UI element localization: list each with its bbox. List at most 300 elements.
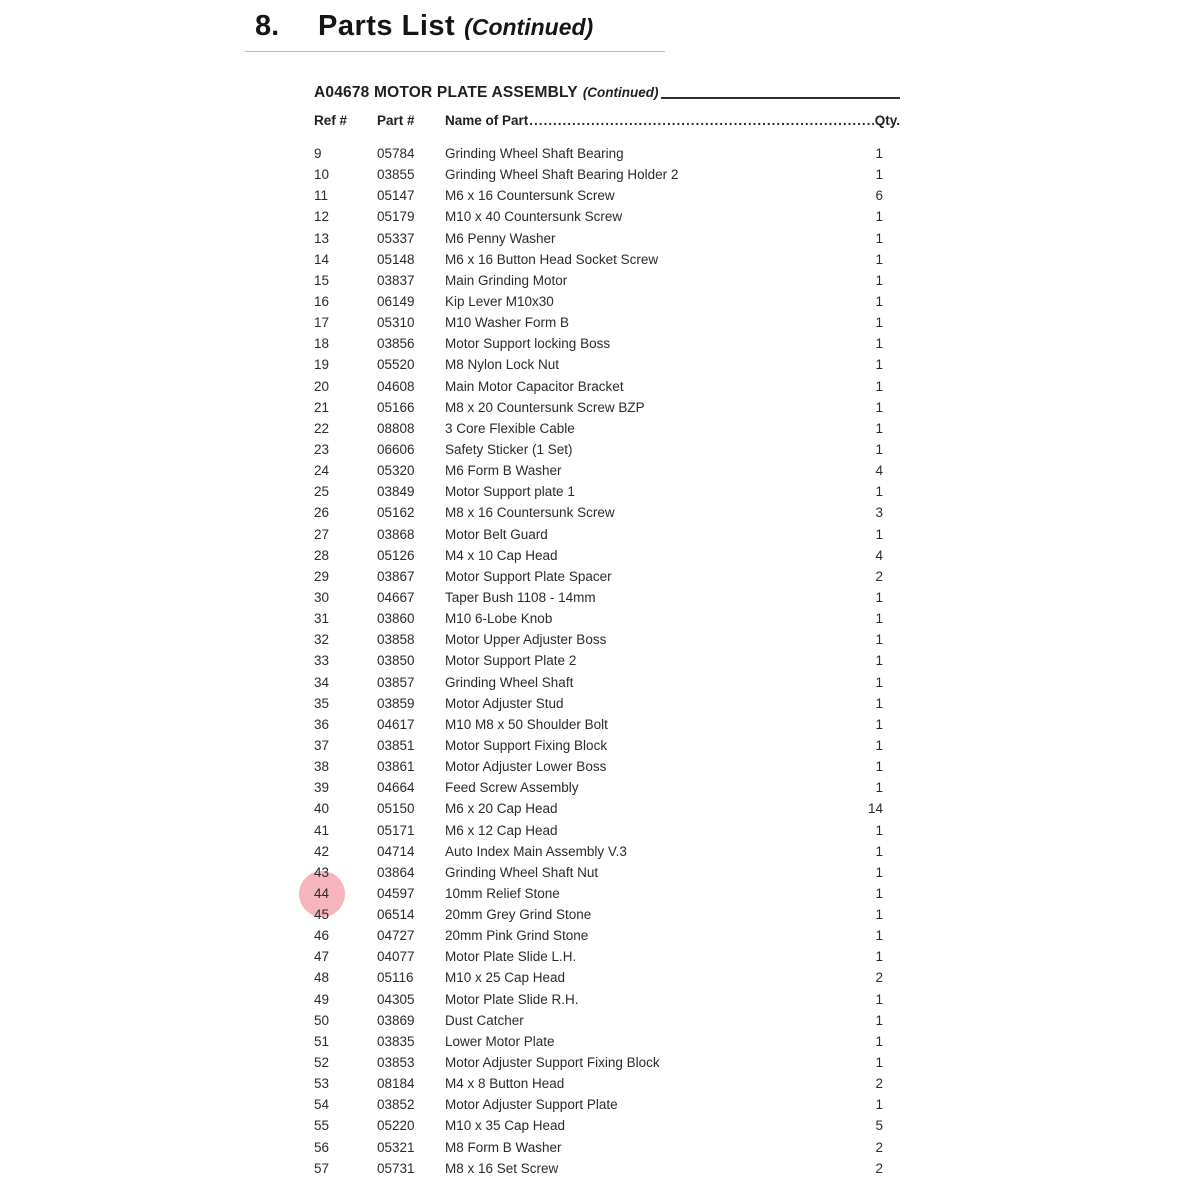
ref-value: 19 xyxy=(314,357,330,373)
qty-cell: 1 xyxy=(875,949,883,965)
ref-cell xyxy=(314,820,377,841)
part-name-cell: Kip Lever M10x30 xyxy=(445,293,554,309)
assembly-heading xyxy=(314,84,900,102)
ref-value: 26 xyxy=(314,505,330,521)
qty-cell: 1 xyxy=(875,991,883,1007)
part-name-cell: M8 x 16 Countersunk Screw xyxy=(445,505,615,521)
part-name-cell: M10 x 25 Cap Head xyxy=(445,970,566,986)
part-number-cell: 03851 xyxy=(377,737,415,753)
ref-cell xyxy=(314,397,377,418)
part-number-cell: 05147 xyxy=(377,188,415,204)
table-row xyxy=(314,820,900,841)
ref-cell xyxy=(314,418,377,439)
part-name-cell: Main Grinding Motor xyxy=(445,272,568,288)
ref-cell xyxy=(314,481,377,502)
table-row xyxy=(314,777,900,798)
part-number-cell: 03858 xyxy=(377,632,415,648)
ref-cell xyxy=(314,862,377,883)
part-name-cell: M6 x 16 Button Head Socket Screw xyxy=(445,251,659,267)
part-name-cell: M8 Form B Washer xyxy=(445,1139,562,1155)
table-row xyxy=(314,502,900,523)
ref-value: 29 xyxy=(314,568,330,584)
ref-value: 40 xyxy=(314,801,330,817)
part-number-cell: 06606 xyxy=(377,441,415,457)
assembly-heading-text: A04678 MOTOR PLATE ASSEMBLY xyxy=(314,84,578,101)
ref-cell xyxy=(314,270,377,291)
page-title xyxy=(245,8,665,52)
part-name-cell: M8 x 20 Countersunk Screw BZP xyxy=(445,399,645,415)
part-number-cell: 03852 xyxy=(377,1097,415,1113)
table-row xyxy=(314,989,900,1010)
part-number-cell: 05220 xyxy=(377,1118,415,1134)
part-number-cell: 08184 xyxy=(377,1076,415,1092)
part-number-cell: 05126 xyxy=(377,547,415,563)
qty-cell: 1 xyxy=(875,441,883,457)
table-row xyxy=(314,650,900,671)
ref-cell xyxy=(314,566,377,587)
section-number: 8. xyxy=(255,10,280,42)
part-number-cell: 04077 xyxy=(377,949,415,965)
part-number-cell: 04664 xyxy=(377,780,415,796)
table-row xyxy=(314,1094,900,1115)
table-row xyxy=(314,629,900,650)
part-name-cell: Motor Adjuster Support Fixing Block xyxy=(445,1055,660,1071)
ref-value: 46 xyxy=(314,928,330,944)
ref-cell xyxy=(314,967,377,988)
table-row xyxy=(314,566,900,587)
part-number-cell: 03867 xyxy=(377,568,415,584)
ref-value: 36 xyxy=(314,716,330,732)
qty-cell: 3 xyxy=(875,505,883,521)
ref-value: 55 xyxy=(314,1118,330,1134)
heading-underline xyxy=(661,97,900,99)
table-row xyxy=(314,946,900,967)
qty-cell: 1 xyxy=(875,653,883,669)
part-name-cell: Auto Index Main Assembly V.3 xyxy=(445,843,627,859)
part-number-cell: 03856 xyxy=(377,336,415,352)
ref-value: 12 xyxy=(314,209,330,225)
ref-value: 33 xyxy=(314,653,330,669)
ref-value: 30 xyxy=(314,589,330,605)
table-row xyxy=(314,1158,900,1179)
ref-value: 20 xyxy=(314,378,330,394)
ref-value: 44 xyxy=(314,885,330,901)
table-row xyxy=(314,376,900,397)
ref-value: 23 xyxy=(314,441,330,457)
part-name-cell: Taper Bush 1108 - 14mm xyxy=(445,589,596,605)
ref-value: 25 xyxy=(314,484,330,500)
ref-cell xyxy=(314,1094,377,1115)
qty-cell: 1 xyxy=(875,822,883,838)
ref-value: 35 xyxy=(314,695,330,711)
part-name-cell: 10mm Relief Stone xyxy=(445,885,560,901)
part-name-cell: Dust Catcher xyxy=(445,1012,524,1028)
table-row xyxy=(314,524,900,545)
ref-value: 56 xyxy=(314,1139,330,1155)
table-row xyxy=(314,249,900,270)
qty-cell: 1 xyxy=(875,315,883,331)
qty-cell: 1 xyxy=(875,420,883,436)
part-name-cell: Motor Support locking Boss xyxy=(445,336,611,352)
ref-value: 13 xyxy=(314,230,330,246)
qty-cell: 1 xyxy=(875,357,883,373)
part-name-cell: 3 Core Flexible Cable xyxy=(445,420,575,436)
part-number-cell: 05166 xyxy=(377,399,415,415)
ref-value: 21 xyxy=(314,399,330,415)
part-number-cell: 08808 xyxy=(377,420,415,436)
qty-cell: 1 xyxy=(875,272,883,288)
ref-cell xyxy=(314,524,377,545)
part-name-cell: M10 Washer Form B xyxy=(445,315,570,331)
qty-cell: 1 xyxy=(875,928,883,944)
part-name-cell: M6 x 20 Cap Head xyxy=(445,801,558,817)
ref-value: 53 xyxy=(314,1076,330,1092)
ref-cell xyxy=(314,354,377,375)
part-number-cell: 05320 xyxy=(377,463,415,479)
table-row xyxy=(314,164,900,185)
ref-cell xyxy=(314,841,377,862)
qty-cell: 1 xyxy=(875,484,883,500)
table-row xyxy=(314,925,900,946)
part-name-cell: M10 x 40 Countersunk Screw xyxy=(445,209,623,225)
qty-cell: 1 xyxy=(875,167,883,183)
qty-cell: 1 xyxy=(875,716,883,732)
qty-cell: 1 xyxy=(875,209,883,225)
part-name-cell: M4 x 10 Cap Head xyxy=(445,547,558,563)
qty-cell: 1 xyxy=(875,695,883,711)
qty-cell: 1 xyxy=(875,780,883,796)
ref-value: 39 xyxy=(314,780,330,796)
qty-cell: 2 xyxy=(875,1076,883,1092)
qty-cell: 1 xyxy=(875,251,883,267)
part-number-cell: 05337 xyxy=(377,230,415,246)
part-number-cell: 04727 xyxy=(377,928,415,944)
qty-cell: 1 xyxy=(875,737,883,753)
part-number-cell: 03869 xyxy=(377,1012,415,1028)
qty-cell: 1 xyxy=(875,885,883,901)
part-number-cell: 03861 xyxy=(377,759,415,775)
parts-table xyxy=(314,143,900,1179)
qty-cell: 1 xyxy=(875,526,883,542)
ref-value: 38 xyxy=(314,759,330,775)
ref-value: 52 xyxy=(314,1055,330,1071)
part-number-cell: 05162 xyxy=(377,505,415,521)
part-name-cell: M10 M8 x 50 Shoulder Bolt xyxy=(445,716,608,732)
table-row xyxy=(314,841,900,862)
column-header-row xyxy=(314,113,900,128)
ref-value: 42 xyxy=(314,843,330,859)
ref-value: 10 xyxy=(314,167,330,183)
ref-value: 48 xyxy=(314,970,330,986)
part-number-cell: 03853 xyxy=(377,1055,415,1071)
part-number-cell: 05310 xyxy=(377,315,415,331)
ref-value: 27 xyxy=(314,526,330,542)
ref-cell xyxy=(314,333,377,354)
ref-cell xyxy=(314,714,377,735)
ref-value: 34 xyxy=(314,674,330,690)
part-name-cell: 20mm Pink Grind Stone xyxy=(445,928,589,944)
ref-cell xyxy=(314,460,377,481)
part-name-cell: M10 x 35 Cap Head xyxy=(445,1118,566,1134)
ref-cell xyxy=(314,735,377,756)
part-name-cell: Motor Plate Slide L.H. xyxy=(445,949,577,965)
part-name-cell: Grinding Wheel Shaft Bearing Holder 2 xyxy=(445,167,679,183)
ref-cell xyxy=(314,925,377,946)
ref-cell xyxy=(314,312,377,333)
part-name-cell: Main Motor Capacitor Bracket xyxy=(445,378,624,394)
table-row xyxy=(314,756,900,777)
ref-value: 50 xyxy=(314,1012,330,1028)
ref-cell xyxy=(314,185,377,206)
page-title-continued: (Continued) xyxy=(464,14,594,40)
qty-cell: 2 xyxy=(875,568,883,584)
table-row xyxy=(314,862,900,883)
ref-cell xyxy=(314,756,377,777)
part-name-cell: Grinding Wheel Shaft xyxy=(445,674,574,690)
part-number-cell: 03850 xyxy=(377,653,415,669)
part-number-cell: 03835 xyxy=(377,1033,415,1049)
part-name-cell: M6 x 12 Cap Head xyxy=(445,822,558,838)
ref-cell xyxy=(314,1137,377,1158)
table-row xyxy=(314,1137,900,1158)
ref-cell xyxy=(314,1073,377,1094)
table-row xyxy=(314,672,900,693)
ref-value: 57 xyxy=(314,1160,330,1176)
ref-cell xyxy=(314,249,377,270)
qty-cell: 14 xyxy=(867,801,883,817)
part-name-cell: Motor Support Fixing Block xyxy=(445,737,608,753)
ref-value: 16 xyxy=(314,293,330,309)
table-row xyxy=(314,439,900,460)
ref-value: 54 xyxy=(314,1097,330,1113)
qty-cell: 1 xyxy=(875,230,883,246)
table-row xyxy=(314,714,900,735)
part-number-cell: 05784 xyxy=(377,146,415,161)
table-row xyxy=(314,587,900,608)
ref-value: 11 xyxy=(314,188,329,204)
qty-cell: 1 xyxy=(875,1033,883,1049)
ref-value: 28 xyxy=(314,547,330,563)
ref-value: 18 xyxy=(314,336,330,352)
ref-cell xyxy=(314,291,377,312)
part-name-cell: Lower Motor Plate xyxy=(445,1033,555,1049)
table-row xyxy=(314,228,900,249)
part-number-cell: 04617 xyxy=(377,716,415,732)
ref-cell xyxy=(314,1031,377,1052)
part-number-cell: 05116 xyxy=(377,970,414,986)
ref-cell xyxy=(314,164,377,185)
ref-value: 41 xyxy=(314,822,330,838)
part-name-cell: Motor Adjuster Lower Boss xyxy=(445,759,607,775)
table-row xyxy=(314,693,900,714)
table-row xyxy=(314,1052,900,1073)
table-row xyxy=(314,312,900,333)
ref-value: 51 xyxy=(314,1033,330,1049)
qty-cell: 6 xyxy=(875,188,883,204)
qty-cell: 1 xyxy=(875,399,883,415)
table-row xyxy=(314,735,900,756)
ref-cell xyxy=(314,946,377,967)
ref-value: 24 xyxy=(314,463,330,479)
table-row xyxy=(314,397,900,418)
ref-cell xyxy=(314,206,377,227)
qty-cell: 1 xyxy=(875,146,883,161)
column-part: Part # xyxy=(377,113,415,128)
ref-value: 49 xyxy=(314,991,330,1007)
qty-cell: 2 xyxy=(875,1160,883,1176)
ref-cell xyxy=(314,1158,377,1179)
part-name-cell: M6 Penny Washer xyxy=(445,230,556,246)
ref-cell xyxy=(314,777,377,798)
part-name-cell: Motor Support plate 1 xyxy=(445,484,575,500)
part-number-cell: 03860 xyxy=(377,611,415,627)
table-row xyxy=(314,418,900,439)
qty-cell: 1 xyxy=(875,1097,883,1113)
part-name-cell: 20mm Grey Grind Stone xyxy=(445,907,592,923)
ref-value: 15 xyxy=(314,272,330,288)
ref-cell xyxy=(314,1052,377,1073)
part-number-cell: 05179 xyxy=(377,209,415,225)
column-name: Name of Part xyxy=(445,113,529,128)
qty-cell: 4 xyxy=(875,463,883,479)
assembly-heading-continued: (Continued) xyxy=(582,85,659,100)
part-name-cell: Grinding Wheel Shaft Bearing xyxy=(445,146,624,161)
part-name-cell: M8 x 16 Set Screw xyxy=(445,1160,559,1176)
qty-cell: 1 xyxy=(875,611,883,627)
qty-cell: 2 xyxy=(875,1139,883,1155)
qty-cell: 4 xyxy=(875,547,883,563)
part-name-cell: M6 x 16 Countersunk Screw xyxy=(445,188,615,204)
table-row xyxy=(314,481,900,502)
qty-cell: 1 xyxy=(875,864,883,880)
table-row xyxy=(314,545,900,566)
qty-cell: 2 xyxy=(875,970,883,986)
table-row xyxy=(314,904,900,925)
ref-value: 9 xyxy=(314,146,322,161)
part-name-cell: M8 Nylon Lock Nut xyxy=(445,357,560,373)
ref-cell xyxy=(314,650,377,671)
qty-cell: 1 xyxy=(875,674,883,690)
qty-cell: 1 xyxy=(875,1055,883,1071)
table-row xyxy=(314,333,900,354)
ref-value: 47 xyxy=(314,949,330,965)
part-name-cell: Motor Adjuster Support Plate xyxy=(445,1097,618,1113)
part-number-cell: 03857 xyxy=(377,674,415,690)
table-row xyxy=(314,270,900,291)
page-title-text: Parts List xyxy=(318,10,456,42)
part-name-cell: Motor Upper Adjuster Boss xyxy=(445,632,607,648)
qty-cell: 5 xyxy=(875,1118,883,1134)
ref-value: 45 xyxy=(314,907,330,923)
dot-leader xyxy=(529,113,873,128)
ref-cell xyxy=(314,693,377,714)
ref-cell xyxy=(314,672,377,693)
table-row xyxy=(314,460,900,481)
qty-cell: 1 xyxy=(875,336,883,352)
part-number-cell: 05148 xyxy=(377,251,415,267)
part-number-cell: 04305 xyxy=(377,991,415,1007)
ref-value: 31 xyxy=(314,611,330,627)
ref-value: 17 xyxy=(314,315,330,331)
part-name-cell: Feed Screw Assembly xyxy=(445,780,579,796)
ref-cell xyxy=(314,608,377,629)
part-number-cell: 05731 xyxy=(377,1160,415,1176)
part-number-cell: 04608 xyxy=(377,378,415,394)
table-row xyxy=(314,354,900,375)
table-row xyxy=(314,1031,900,1052)
ref-cell xyxy=(314,545,377,566)
ref-cell xyxy=(314,228,377,249)
ref-cell xyxy=(314,1115,377,1136)
column-ref: Ref # xyxy=(314,113,348,128)
table-row xyxy=(314,883,900,904)
qty-cell: 1 xyxy=(875,907,883,923)
part-number-cell: 05150 xyxy=(377,801,415,817)
part-number-cell: 06514 xyxy=(377,907,415,923)
table-row xyxy=(314,206,900,227)
ref-cell xyxy=(314,1010,377,1031)
part-name-cell: Motor Support Plate 2 xyxy=(445,653,577,669)
table-row xyxy=(314,1115,900,1136)
ref-cell xyxy=(314,798,377,819)
table-row xyxy=(314,1010,900,1031)
part-number-cell: 04714 xyxy=(377,843,415,859)
part-number-cell: 03855 xyxy=(377,167,415,183)
table-row xyxy=(314,291,900,312)
part-name-cell: Grinding Wheel Shaft Nut xyxy=(445,864,599,880)
part-number-cell: 03864 xyxy=(377,864,415,880)
ref-cell xyxy=(314,439,377,460)
qty-cell: 1 xyxy=(875,589,883,605)
part-number-cell: 03849 xyxy=(377,484,415,500)
ref-cell xyxy=(314,989,377,1010)
table-row xyxy=(314,1073,900,1094)
table-row xyxy=(314,608,900,629)
ref-cell xyxy=(314,629,377,650)
part-name-cell: M4 x 8 Button Head xyxy=(445,1076,565,1092)
ref-value: 43 xyxy=(314,864,330,880)
table-row xyxy=(314,185,900,206)
part-number-cell: 05171 xyxy=(377,822,415,838)
ref-cell xyxy=(314,587,377,608)
ref-cell xyxy=(314,883,377,904)
part-name-cell: M10 6-Lobe Knob xyxy=(445,611,553,627)
part-number-cell: 03868 xyxy=(377,526,415,542)
part-name-cell: Motor Adjuster Stud xyxy=(445,695,564,711)
qty-cell: 1 xyxy=(875,293,883,309)
qty-cell: 1 xyxy=(875,632,883,648)
ref-cell xyxy=(314,376,377,397)
part-number-cell: 04667 xyxy=(377,589,415,605)
ref-cell xyxy=(314,502,377,523)
part-number-cell: 06149 xyxy=(377,293,415,309)
column-qty: Qty. xyxy=(874,113,900,128)
part-name-cell: Motor Plate Slide R.H. xyxy=(445,991,579,1007)
qty-cell: 1 xyxy=(875,843,883,859)
part-number-cell: 03837 xyxy=(377,272,415,288)
table-row xyxy=(314,143,900,164)
qty-cell: 1 xyxy=(875,378,883,394)
table-row xyxy=(314,798,900,819)
ref-value: 22 xyxy=(314,420,330,436)
part-name-cell: M6 Form B Washer xyxy=(445,463,562,479)
part-number-cell: 04597 xyxy=(377,885,415,901)
ref-value: 32 xyxy=(314,632,330,648)
part-name-cell: Safety Sticker (1 Set) xyxy=(445,441,573,457)
part-number-cell: 05321 xyxy=(377,1139,415,1155)
ref-value: 37 xyxy=(314,737,330,753)
ref-cell xyxy=(314,904,377,925)
